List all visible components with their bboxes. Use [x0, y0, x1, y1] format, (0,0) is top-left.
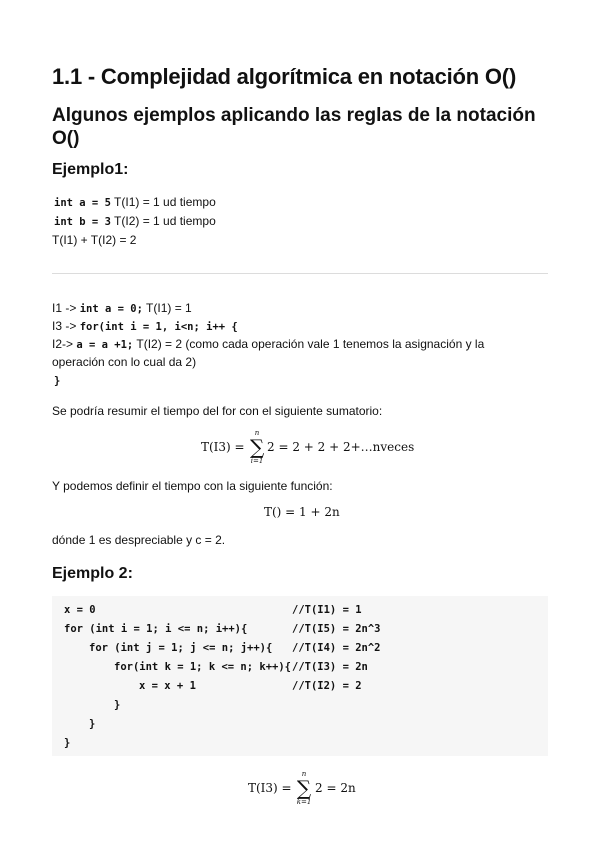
label-i2: I2->: [52, 337, 74, 351]
code-comment-2: //T(I5) = 2n^3: [292, 623, 381, 635]
code-line-8: }: [64, 737, 71, 749]
code-block: [52, 596, 548, 756]
line2-text: T(I2) = 1 ud tiempo: [114, 214, 216, 228]
code-line-4: for(int k = 1; k <= n; k++){: [114, 661, 292, 673]
formula1-sub: i=1: [250, 457, 264, 465]
code-for-loop: for(int i = 1, i<n; i++ {: [79, 321, 238, 333]
block2-line1: [52, 300, 192, 318]
formula3-right: 2 = 2n: [315, 781, 356, 795]
code-int-a-0: int a = 0;: [79, 303, 143, 315]
code-line-7: }: [89, 718, 96, 730]
paragraph-sumatorio: Se podría resumir el tiempo del for con el siguiente sumatorio:: [52, 404, 383, 418]
block2-line3: [52, 336, 484, 354]
block2-line2: [52, 318, 238, 336]
page-title: 1.1 - Complejidad algorítmica en notación O(): [52, 64, 517, 89]
paragraph-funcion: Y podemos definir el tiempo con la siguiente función:: [52, 479, 333, 493]
code-comment-3: //T(I4) = 2n^2: [292, 642, 381, 654]
label-i3: I3 ->: [52, 319, 77, 333]
code-line-1: x = 0: [64, 604, 96, 616]
paragraph-despreciable: dónde 1 es despreciable y c = 2.: [52, 533, 226, 547]
code-close-brace: }: [54, 375, 61, 387]
ejemplo1-line1: [54, 194, 216, 212]
t-i2-text: T(I2) = 2 (como cada operación vale 1 tenemos la asignación y la: [136, 337, 485, 351]
sigma-icon: ∑: [250, 435, 265, 459]
formula3-sub: k=1: [296, 798, 312, 806]
ejemplo1-line2: [54, 213, 216, 231]
formula1-sup: n: [254, 429, 260, 437]
formula3-sigma: [296, 770, 312, 806]
block2-line4: operación con lo cual da 2): [52, 355, 197, 369]
code-comment-5: //T(I2) = 2: [292, 680, 362, 692]
ejemplo1-heading: Ejemplo1:: [52, 161, 129, 178]
horizontal-divider: [52, 273, 548, 274]
code-comment-4: //T(I3) = 2n: [292, 661, 368, 673]
formula2: T() = 1 + 2n: [264, 505, 340, 519]
ejemplo1-line3: T(I1) + T(I2) = 2: [52, 233, 137, 247]
code-line-5: x = x + 1: [139, 680, 196, 692]
formula3-sup: n: [301, 770, 307, 778]
label-i1: I1 ->: [52, 301, 77, 315]
code-line-3: for (int j = 1; j <= n; j++){: [89, 642, 273, 654]
code-int-b: int b = 3: [54, 216, 111, 228]
block2-line5: [54, 372, 60, 390]
formula1-left: T(I3) =: [201, 440, 245, 454]
formula3-left: T(I3) =: [248, 781, 292, 795]
line1-text: T(I1) = 1 ud tiempo: [114, 195, 216, 209]
code-line-2: for (int i = 1; i <= n; i++){: [64, 623, 248, 635]
formula1-right: 2 = 2 + 2 + 2+…nveces: [267, 440, 415, 454]
code-int-a: int a = 5: [54, 197, 111, 209]
code-comment-1: //T(I1) = 1: [292, 604, 362, 616]
formula1-sigma: [250, 429, 264, 465]
section-heading: Algunos ejemplos aplicando las reglas de la notación O(): [52, 105, 536, 149]
sigma-icon: ∑: [296, 776, 312, 800]
code-assign: a = a +1;: [76, 339, 134, 351]
t-i1-text: T(I1) = 1: [146, 301, 192, 315]
code-line-6: }: [114, 699, 121, 711]
ejemplo2-heading: Ejemplo 2:: [52, 565, 133, 582]
